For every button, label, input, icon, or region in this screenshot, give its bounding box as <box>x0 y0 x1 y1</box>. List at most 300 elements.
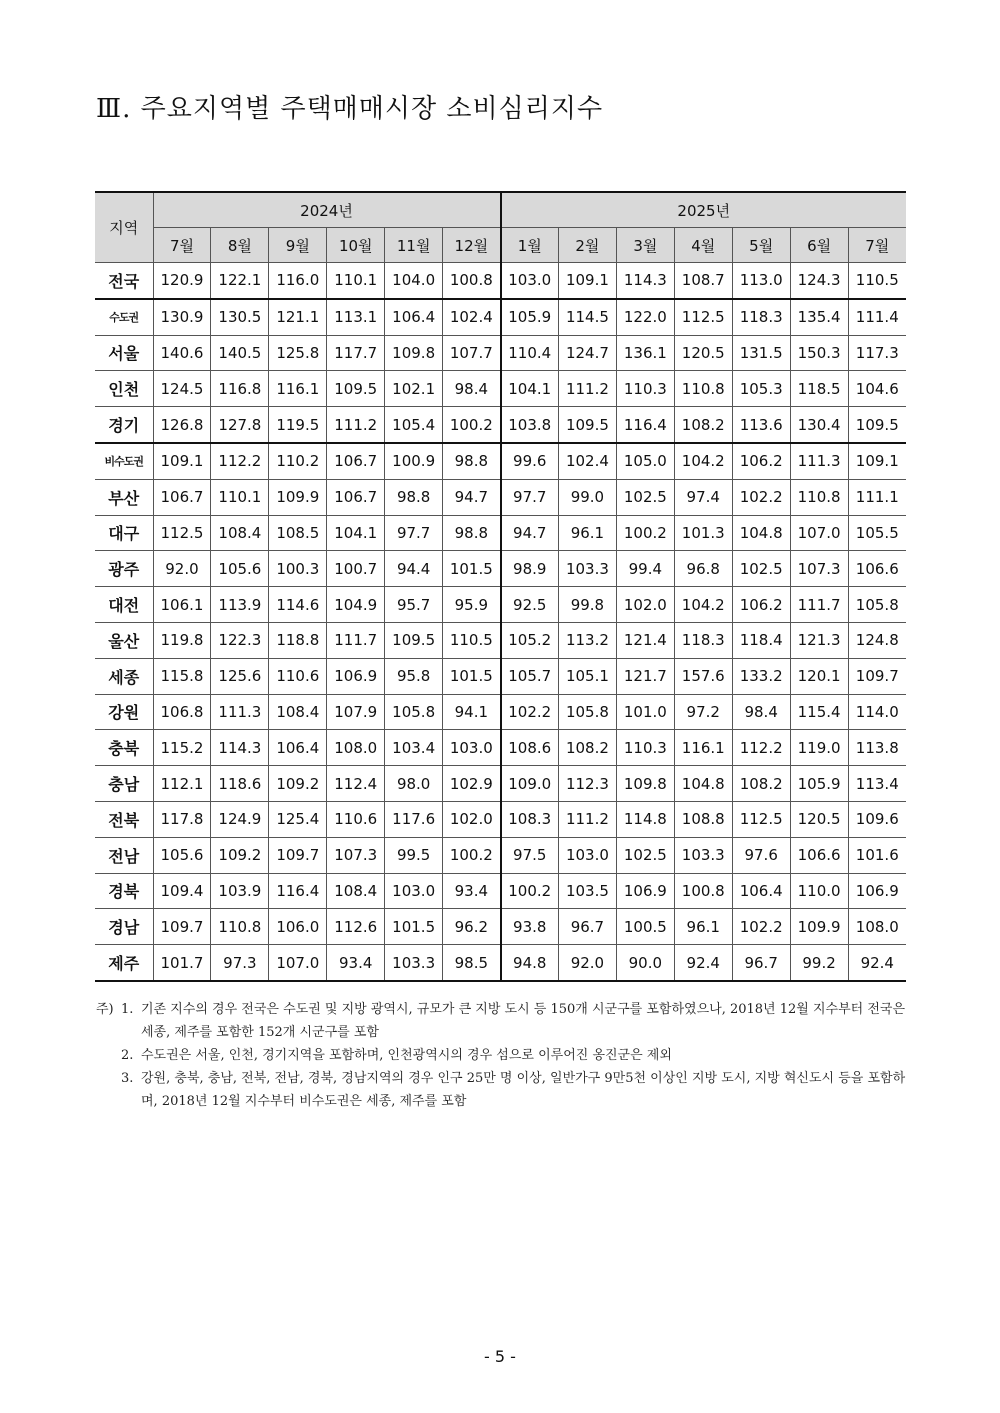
index-value-cell: 112.5 <box>153 515 211 551</box>
index-value-cell: 121.4 <box>616 622 674 658</box>
footnote-text: 기존 지수의 경우 전국은 수도권 및 지방 광역시, 규모가 큰 지방 도시 등 150개 시군구를 포함하였으나, 2018년 12월 지수부터 전국은 세종, 제주를 포함한 152개 시군구를 포함 <box>141 1002 906 1040</box>
index-value-cell: 113.1 <box>327 299 385 335</box>
index-value-cell: 105.6 <box>211 551 269 587</box>
index-value-cell: 118.6 <box>211 766 269 802</box>
index-value-cell: 107.3 <box>790 551 848 587</box>
index-value-cell: 92.0 <box>153 551 211 587</box>
index-value-cell: 110.8 <box>211 909 269 945</box>
index-value-cell: 104.0 <box>385 263 443 299</box>
index-value-cell: 118.8 <box>269 622 327 658</box>
index-value-cell: 100.3 <box>269 551 327 587</box>
index-value-cell: 101.5 <box>443 551 501 587</box>
index-value-cell: 116.1 <box>269 371 327 407</box>
index-value-cell: 110.6 <box>269 658 327 694</box>
index-value-cell: 100.2 <box>501 873 559 909</box>
index-value-cell: 106.7 <box>153 479 211 515</box>
index-value-cell: 96.1 <box>558 515 616 551</box>
year-header-2025: 2025년 <box>501 192 906 228</box>
index-value-cell: 102.2 <box>501 694 559 730</box>
region-label: 충남 <box>95 766 153 802</box>
index-value-cell: 96.2 <box>443 909 501 945</box>
footnote-number: 1. <box>121 1002 134 1017</box>
index-value-cell: 112.2 <box>211 443 269 479</box>
table-row <box>95 801 906 837</box>
table-row <box>95 622 906 658</box>
index-value-cell: 106.4 <box>385 299 443 335</box>
index-value-cell: 98.8 <box>385 479 443 515</box>
index-value-cell: 109.1 <box>558 263 616 299</box>
index-value-cell: 115.2 <box>153 730 211 766</box>
index-value-cell: 106.9 <box>848 873 906 909</box>
index-value-cell: 105.6 <box>153 837 211 873</box>
index-value-cell: 106.7 <box>327 443 385 479</box>
index-value-cell: 100.5 <box>616 909 674 945</box>
index-value-cell: 103.5 <box>558 873 616 909</box>
month-header: 6월 <box>790 228 848 263</box>
index-value-cell: 104.2 <box>674 587 732 623</box>
index-value-cell: 100.2 <box>443 837 501 873</box>
index-value-cell: 98.5 <box>443 945 501 981</box>
index-value-cell: 103.9 <box>211 873 269 909</box>
region-label: 전남 <box>95 837 153 873</box>
table-row <box>95 766 906 802</box>
footnote-text: 강원, 충북, 충남, 전북, 전남, 경북, 경남지역의 경우 인구 25만 명 이상, 일반가구 9만5천 이상인 지방 도시, 지방 혁신도시 등을 포함하며, 2018년 12월 지수부터 비수도권은 세종, 제주를 포함 <box>141 1071 906 1109</box>
region-label: 수도권 <box>95 299 153 335</box>
region-label: 비수도권 <box>95 443 153 479</box>
index-value-cell: 125.4 <box>269 801 327 837</box>
index-value-cell: 106.4 <box>269 730 327 766</box>
index-value-cell: 124.5 <box>153 371 211 407</box>
index-value-cell: 124.9 <box>211 801 269 837</box>
index-value-cell: 104.8 <box>674 766 732 802</box>
month-header: 2월 <box>558 228 616 263</box>
index-value-cell: 124.7 <box>558 335 616 371</box>
table-row <box>95 551 906 587</box>
index-value-cell: 103.3 <box>385 945 443 981</box>
month-header: 3월 <box>616 228 674 263</box>
index-value-cell: 94.7 <box>443 479 501 515</box>
index-value-cell: 136.1 <box>616 335 674 371</box>
index-value-cell: 110.1 <box>211 479 269 515</box>
index-value-cell: 105.9 <box>790 766 848 802</box>
index-value-cell: 98.4 <box>732 694 790 730</box>
table-row <box>95 335 906 371</box>
index-value-cell: 112.4 <box>327 766 385 802</box>
index-value-cell: 109.4 <box>153 873 211 909</box>
index-value-cell: 98.8 <box>443 443 501 479</box>
index-value-cell: 101.7 <box>153 945 211 981</box>
index-value-cell: 125.6 <box>211 658 269 694</box>
table-row <box>95 873 906 909</box>
region-label: 부산 <box>95 479 153 515</box>
index-value-cell: 110.3 <box>616 371 674 407</box>
year-header-2024: 2024년 <box>153 192 501 228</box>
index-value-cell: 119.8 <box>153 622 211 658</box>
index-value-cell: 108.2 <box>674 407 732 443</box>
index-value-cell: 109.9 <box>790 909 848 945</box>
index-value-cell: 106.6 <box>790 837 848 873</box>
index-value-cell: 98.0 <box>385 766 443 802</box>
index-value-cell: 100.7 <box>327 551 385 587</box>
consumer-sentiment-table <box>95 191 906 982</box>
index-value-cell: 116.4 <box>269 873 327 909</box>
table-row <box>95 443 906 479</box>
index-value-cell: 109.6 <box>848 801 906 837</box>
index-value-cell: 112.5 <box>674 299 732 335</box>
index-value-cell: 119.0 <box>790 730 848 766</box>
footnote-number: 3. <box>121 1071 134 1086</box>
index-value-cell: 115.8 <box>153 658 211 694</box>
index-value-cell: 99.5 <box>385 837 443 873</box>
index-value-cell: 116.4 <box>616 407 674 443</box>
index-value-cell: 94.7 <box>501 515 559 551</box>
index-value-cell: 92.0 <box>558 945 616 981</box>
index-value-cell: 114.8 <box>616 801 674 837</box>
index-value-cell: 106.2 <box>732 587 790 623</box>
table-row <box>95 371 906 407</box>
index-value-cell: 106.1 <box>153 587 211 623</box>
month-header-row <box>95 228 906 263</box>
month-header: 9월 <box>269 228 327 263</box>
index-value-cell: 104.1 <box>327 515 385 551</box>
index-value-cell: 113.8 <box>848 730 906 766</box>
index-value-cell: 103.0 <box>501 263 559 299</box>
index-value-cell: 108.4 <box>211 515 269 551</box>
index-value-cell: 102.9 <box>443 766 501 802</box>
index-value-cell: 110.0 <box>790 873 848 909</box>
index-value-cell: 94.4 <box>385 551 443 587</box>
index-value-cell: 105.8 <box>385 694 443 730</box>
index-value-cell: 97.5 <box>501 837 559 873</box>
index-value-cell: 110.5 <box>443 622 501 658</box>
index-value-cell: 110.8 <box>790 479 848 515</box>
index-value-cell: 105.5 <box>848 515 906 551</box>
index-value-cell: 96.8 <box>674 551 732 587</box>
index-value-cell: 111.2 <box>558 371 616 407</box>
index-value-cell: 111.3 <box>211 694 269 730</box>
table-row <box>95 479 906 515</box>
index-value-cell: 103.0 <box>385 873 443 909</box>
index-value-cell: 102.2 <box>732 479 790 515</box>
region-label: 전국 <box>95 263 153 299</box>
table-row <box>95 909 906 945</box>
index-value-cell: 116.8 <box>211 371 269 407</box>
index-value-cell: 111.1 <box>848 479 906 515</box>
index-value-cell: 118.3 <box>674 622 732 658</box>
month-header: 7월 <box>153 228 211 263</box>
month-header: 1월 <box>501 228 559 263</box>
month-header: 7월 <box>848 228 906 263</box>
index-value-cell: 102.5 <box>616 479 674 515</box>
table-body <box>95 263 906 981</box>
index-value-cell: 92.4 <box>674 945 732 981</box>
index-value-cell: 95.7 <box>385 587 443 623</box>
index-value-cell: 100.2 <box>616 515 674 551</box>
index-value-cell: 99.0 <box>558 479 616 515</box>
index-value-cell: 96.1 <box>674 909 732 945</box>
page-number: - 5 - <box>484 1347 516 1366</box>
table-row <box>95 407 906 443</box>
index-value-cell: 105.1 <box>558 658 616 694</box>
index-value-cell: 115.4 <box>790 694 848 730</box>
index-value-cell: 131.5 <box>732 335 790 371</box>
footnote-item <box>96 998 906 1044</box>
footnote-lead: 주) <box>96 1002 114 1017</box>
index-value-cell: 105.9 <box>501 299 559 335</box>
index-value-cell: 112.1 <box>153 766 211 802</box>
index-value-cell: 109.0 <box>501 766 559 802</box>
index-value-cell: 97.6 <box>732 837 790 873</box>
index-value-cell: 96.7 <box>558 909 616 945</box>
index-value-cell: 106.9 <box>616 873 674 909</box>
index-value-cell: 105.0 <box>616 443 674 479</box>
index-value-cell: 105.7 <box>501 658 559 694</box>
index-value-cell: 109.1 <box>848 443 906 479</box>
index-value-cell: 104.8 <box>732 515 790 551</box>
index-value-cell: 109.2 <box>269 766 327 802</box>
index-value-cell: 108.3 <box>501 801 559 837</box>
region-label: 경남 <box>95 909 153 945</box>
index-value-cell: 108.0 <box>327 730 385 766</box>
region-label: 충북 <box>95 730 153 766</box>
footnote-item <box>96 1044 906 1067</box>
index-value-cell: 108.2 <box>558 730 616 766</box>
index-value-cell: 117.3 <box>848 335 906 371</box>
index-value-cell: 101.5 <box>443 658 501 694</box>
index-value-cell: 118.3 <box>732 299 790 335</box>
footnote-item <box>96 1067 906 1113</box>
index-value-cell: 121.3 <box>790 622 848 658</box>
index-value-cell: 106.4 <box>732 873 790 909</box>
index-value-cell: 109.9 <box>269 479 327 515</box>
region-label: 강원 <box>95 694 153 730</box>
index-value-cell: 113.6 <box>732 407 790 443</box>
index-value-cell: 114.6 <box>269 587 327 623</box>
index-value-cell: 113.0 <box>732 263 790 299</box>
table-row <box>95 945 906 981</box>
index-value-cell: 99.6 <box>501 443 559 479</box>
index-value-cell: 106.9 <box>327 658 385 694</box>
index-value-cell: 109.5 <box>385 622 443 658</box>
index-value-cell: 130.5 <box>211 299 269 335</box>
index-value-cell: 111.3 <box>790 443 848 479</box>
index-value-cell: 107.0 <box>269 945 327 981</box>
index-value-cell: 104.9 <box>327 587 385 623</box>
table-row <box>95 515 906 551</box>
index-value-cell: 109.1 <box>153 443 211 479</box>
index-value-cell: 98.4 <box>443 371 501 407</box>
index-value-cell: 103.0 <box>443 730 501 766</box>
index-value-cell: 109.7 <box>848 658 906 694</box>
index-value-cell: 109.5 <box>327 371 385 407</box>
index-value-cell: 109.7 <box>269 837 327 873</box>
index-value-cell: 105.4 <box>385 407 443 443</box>
index-value-cell: 107.0 <box>790 515 848 551</box>
index-value-cell: 111.7 <box>790 587 848 623</box>
index-value-cell: 94.1 <box>443 694 501 730</box>
index-value-cell: 101.3 <box>674 515 732 551</box>
index-value-cell: 100.8 <box>674 873 732 909</box>
index-value-cell: 103.4 <box>385 730 443 766</box>
index-value-cell: 140.5 <box>211 335 269 371</box>
index-value-cell: 113.9 <box>211 587 269 623</box>
index-value-cell: 110.4 <box>501 335 559 371</box>
index-value-cell: 117.7 <box>327 335 385 371</box>
table-row <box>95 587 906 623</box>
month-header: 8월 <box>211 228 269 263</box>
index-value-cell: 140.6 <box>153 335 211 371</box>
index-value-cell: 111.7 <box>327 622 385 658</box>
index-value-cell: 104.6 <box>848 371 906 407</box>
region-label: 서울 <box>95 335 153 371</box>
index-value-cell: 111.2 <box>558 801 616 837</box>
index-value-cell: 103.8 <box>501 407 559 443</box>
index-value-cell: 92.5 <box>501 587 559 623</box>
index-value-cell: 100.9 <box>385 443 443 479</box>
table-row <box>95 694 906 730</box>
region-label: 전북 <box>95 801 153 837</box>
index-value-cell: 100.8 <box>443 263 501 299</box>
table-row <box>95 658 906 694</box>
index-value-cell: 102.5 <box>616 837 674 873</box>
index-value-cell: 116.1 <box>674 730 732 766</box>
index-value-cell: 95.8 <box>385 658 443 694</box>
index-value-cell: 92.4 <box>848 945 906 981</box>
index-value-cell: 124.3 <box>790 263 848 299</box>
index-value-cell: 105.3 <box>732 371 790 407</box>
table-row <box>95 299 906 335</box>
index-value-cell: 109.2 <box>211 837 269 873</box>
index-value-cell: 133.2 <box>732 658 790 694</box>
index-value-cell: 102.5 <box>732 551 790 587</box>
index-value-cell: 114.5 <box>558 299 616 335</box>
index-value-cell: 110.2 <box>269 443 327 479</box>
footnote-text: 수도권은 서울, 인천, 경기지역을 포함하며, 인천광역시의 경우 섬으로 이루어진 옹진군은 제외 <box>141 1048 672 1063</box>
index-value-cell: 121.1 <box>269 299 327 335</box>
region-label: 광주 <box>95 551 153 587</box>
index-value-cell: 102.4 <box>443 299 501 335</box>
index-value-cell: 124.8 <box>848 622 906 658</box>
index-value-cell: 104.2 <box>674 443 732 479</box>
index-value-cell: 102.0 <box>443 801 501 837</box>
index-value-cell: 93.4 <box>327 945 385 981</box>
region-label: 대구 <box>95 515 153 551</box>
index-value-cell: 106.6 <box>848 551 906 587</box>
page-title: Ⅲ. 주요지역별 주택매매시장 소비심리지수 <box>96 94 604 124</box>
index-value-cell: 108.7 <box>674 263 732 299</box>
index-value-cell: 110.5 <box>848 263 906 299</box>
index-value-cell: 102.1 <box>385 371 443 407</box>
index-value-cell: 102.4 <box>558 443 616 479</box>
index-value-cell: 117.8 <box>153 801 211 837</box>
index-value-cell: 93.4 <box>443 873 501 909</box>
index-value-cell: 103.3 <box>674 837 732 873</box>
index-value-cell: 97.3 <box>211 945 269 981</box>
index-value-cell: 112.5 <box>732 801 790 837</box>
index-value-cell: 122.3 <box>211 622 269 658</box>
index-value-cell: 108.8 <box>674 801 732 837</box>
index-value-cell: 99.2 <box>790 945 848 981</box>
index-value-cell: 107.3 <box>327 837 385 873</box>
index-value-cell: 111.4 <box>848 299 906 335</box>
index-value-cell: 97.7 <box>385 515 443 551</box>
index-value-cell: 130.9 <box>153 299 211 335</box>
table-row <box>95 263 906 299</box>
index-value-cell: 99.8 <box>558 587 616 623</box>
index-value-cell: 111.2 <box>327 407 385 443</box>
index-value-cell: 125.8 <box>269 335 327 371</box>
region-label: 대전 <box>95 587 153 623</box>
index-value-cell: 103.3 <box>558 551 616 587</box>
index-value-cell: 90.0 <box>616 945 674 981</box>
index-value-cell: 109.8 <box>385 335 443 371</box>
region-label: 경북 <box>95 873 153 909</box>
table-row <box>95 837 906 873</box>
index-value-cell: 109.8 <box>616 766 674 802</box>
index-value-cell: 104.1 <box>501 371 559 407</box>
index-value-cell: 107.9 <box>327 694 385 730</box>
index-value-cell: 106.0 <box>269 909 327 945</box>
index-value-cell: 109.7 <box>153 909 211 945</box>
index-value-cell: 120.5 <box>790 801 848 837</box>
index-value-cell: 106.8 <box>153 694 211 730</box>
month-header: 4월 <box>674 228 732 263</box>
index-value-cell: 102.2 <box>732 909 790 945</box>
index-value-cell: 121.7 <box>616 658 674 694</box>
index-value-cell: 101.6 <box>848 837 906 873</box>
index-value-cell: 110.3 <box>616 730 674 766</box>
index-value-cell: 107.7 <box>443 335 501 371</box>
index-value-cell: 157.6 <box>674 658 732 694</box>
index-value-cell: 108.2 <box>732 766 790 802</box>
index-value-cell: 109.5 <box>848 407 906 443</box>
index-value-cell: 113.2 <box>558 622 616 658</box>
index-value-cell: 101.5 <box>385 909 443 945</box>
month-header: 10월 <box>327 228 385 263</box>
index-value-cell: 117.6 <box>385 801 443 837</box>
index-value-cell: 105.8 <box>848 587 906 623</box>
index-value-cell: 97.4 <box>674 479 732 515</box>
index-value-cell: 112.3 <box>558 766 616 802</box>
index-value-cell: 109.5 <box>558 407 616 443</box>
index-value-cell: 100.2 <box>443 407 501 443</box>
index-value-cell: 108.4 <box>327 873 385 909</box>
index-value-cell: 110.1 <box>327 263 385 299</box>
index-value-cell: 95.9 <box>443 587 501 623</box>
index-value-cell: 106.2 <box>732 443 790 479</box>
index-value-cell: 122.0 <box>616 299 674 335</box>
table-row <box>95 730 906 766</box>
index-value-cell: 110.8 <box>674 371 732 407</box>
index-value-cell: 127.8 <box>211 407 269 443</box>
index-value-cell: 150.3 <box>790 335 848 371</box>
index-value-cell: 122.1 <box>211 263 269 299</box>
index-value-cell: 94.8 <box>501 945 559 981</box>
index-value-cell: 98.8 <box>443 515 501 551</box>
index-value-cell: 114.3 <box>616 263 674 299</box>
index-value-cell: 105.8 <box>558 694 616 730</box>
region-label: 세종 <box>95 658 153 694</box>
index-value-cell: 98.9 <box>501 551 559 587</box>
index-value-cell: 114.3 <box>211 730 269 766</box>
index-value-cell: 113.4 <box>848 766 906 802</box>
index-value-cell: 96.7 <box>732 945 790 981</box>
index-value-cell: 120.9 <box>153 263 211 299</box>
index-value-cell: 114.0 <box>848 694 906 730</box>
index-value-cell: 99.4 <box>616 551 674 587</box>
index-value-cell: 108.4 <box>269 694 327 730</box>
month-header: 11월 <box>385 228 443 263</box>
